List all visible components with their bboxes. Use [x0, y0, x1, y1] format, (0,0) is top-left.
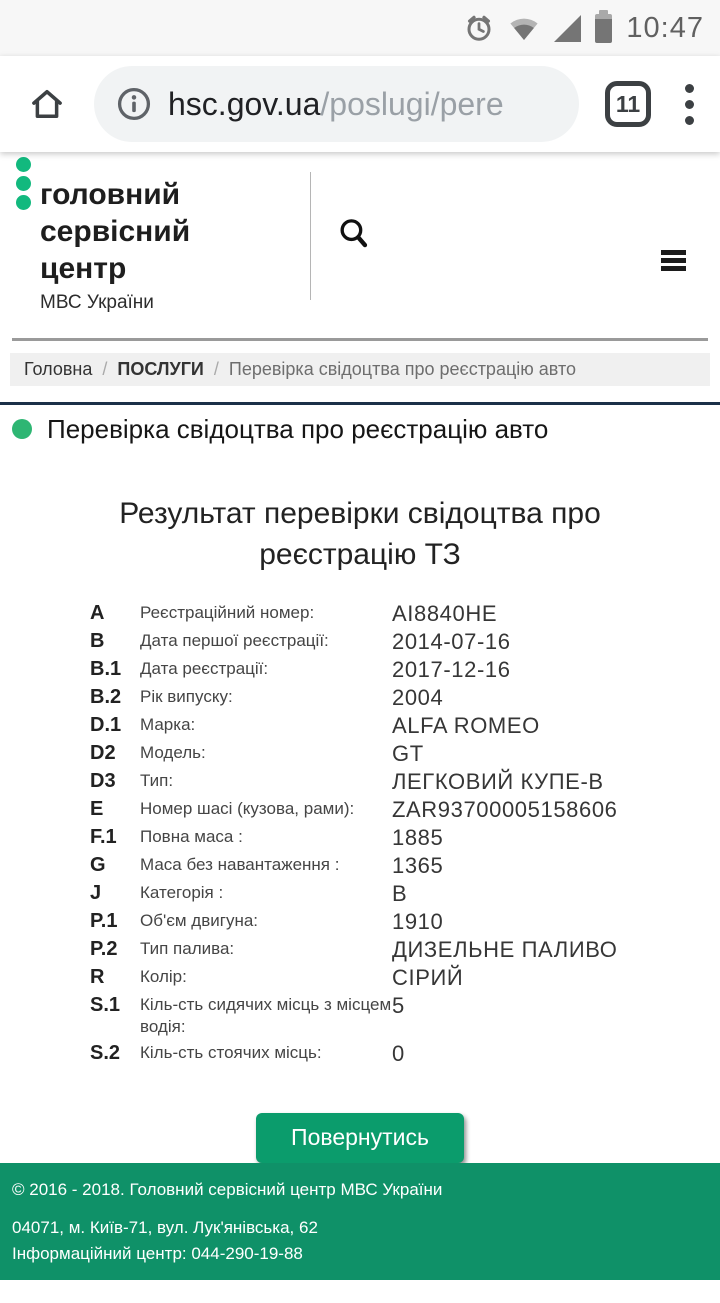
status-time: 10:47 [626, 11, 704, 44]
table-row [90, 601, 690, 626]
row-value: 1910 [392, 908, 444, 934]
logo-line: головний [40, 178, 181, 211]
result-heading: Результат перевірки свідоцтва про реєстрацію ТЗ [119, 496, 601, 571]
table-row [90, 937, 690, 962]
status-bar [0, 0, 720, 56]
table-row [90, 769, 690, 794]
row-label: Рік випуску: [140, 686, 233, 706]
page-title-bar [0, 402, 720, 451]
breadcrumb-separator: / [102, 358, 108, 379]
url-host: hsc.gov.ua [168, 85, 321, 122]
vehicle-data-table [90, 601, 690, 1069]
row-code: B.1 [90, 657, 122, 680]
row-label: Повна маса : [140, 826, 243, 846]
table-row [90, 685, 690, 710]
row-value: B [392, 880, 408, 906]
menu-button[interactable] [657, 246, 690, 275]
logo-line: сервісний [40, 215, 191, 248]
bullet-icon [12, 419, 32, 439]
header-divider [310, 172, 311, 300]
footer-link[interactable]: Медіа [500, 1280, 558, 1302]
overflow-menu-button[interactable] [679, 78, 700, 131]
page-info-icon[interactable] [116, 86, 152, 122]
breadcrumb-item[interactable]: Головна [24, 358, 93, 379]
table-row [90, 853, 690, 878]
footer-info-center: Інформаційний центр: 044-290-19-88 [12, 1244, 303, 1263]
footer-link[interactable]: Послуги [260, 1280, 342, 1302]
table-row [90, 993, 690, 1038]
table-row [90, 965, 690, 990]
table-row [90, 657, 690, 682]
row-code: J [90, 881, 102, 904]
url-bar[interactable] [94, 66, 579, 142]
logo-subtitle: МВС України [40, 292, 154, 313]
tab-switcher-button[interactable] [605, 81, 651, 127]
row-value: 1885 [392, 824, 444, 850]
row-value: ALFA ROMEO [392, 712, 540, 738]
footer-link[interactable]: Про ГСЦ [12, 1280, 97, 1302]
row-label: Тип: [140, 770, 174, 790]
site-logo[interactable] [40, 176, 190, 314]
row-value: СІРИЙ [392, 964, 464, 990]
footer-copyright: © 2016 - 2018. Головний сервісний центр МВС України [12, 1180, 443, 1199]
row-label: Колір: [140, 966, 187, 986]
footer-address: 04071, м. Київ-71, вул. Лук'янівська, 62 [12, 1218, 318, 1237]
tab-count: 11 [615, 90, 641, 117]
row-value: 1365 [392, 852, 444, 878]
header-rule [12, 338, 708, 341]
row-value: 2004 [392, 684, 444, 710]
row-value: GT [392, 740, 424, 766]
battery-icon [595, 14, 612, 43]
search-button[interactable] [336, 216, 372, 252]
row-code: B [90, 629, 105, 652]
row-label: Дата реєстрації: [140, 658, 269, 678]
table-row [90, 881, 690, 906]
row-label: Об'єм двигуна: [140, 910, 259, 930]
browser-toolbar [0, 56, 720, 152]
url-path: /poslugi/pere [320, 85, 504, 122]
wifi-icon [508, 13, 540, 43]
row-code: P.2 [90, 937, 118, 960]
row-label: Маса без навантаження : [140, 854, 340, 874]
breadcrumb-item: Перевірка свідоцтва про реєстрацію авто [228, 358, 576, 379]
home-icon [26, 83, 68, 125]
footer [0, 1163, 720, 1302]
site-header [0, 152, 720, 324]
alarm-icon [464, 13, 494, 43]
table-row [90, 713, 690, 738]
row-label: Категорія : [140, 882, 224, 902]
breadcrumb-separator: / [213, 358, 219, 379]
footer-links [12, 1280, 708, 1303]
table-row [90, 797, 690, 822]
row-code: E [90, 797, 104, 820]
row-label: Кіль-сть стоячих місць: [140, 1042, 322, 1062]
row-value: АІ8840НЕ [392, 600, 498, 626]
row-value: 2014-07-16 [392, 628, 511, 654]
row-label: Марка: [140, 714, 196, 734]
row-label: Дата першої реєстрації: [140, 630, 329, 650]
row-value: 0 [392, 1040, 405, 1066]
row-value: 5 [392, 992, 405, 1018]
row-value: ZAR93700005158606 [392, 796, 618, 822]
search-icon [336, 216, 372, 252]
logo-line: центр [40, 252, 127, 285]
table-row [90, 1041, 690, 1066]
row-code: D.1 [90, 713, 122, 736]
back-button[interactable]: Повернутись [256, 1113, 464, 1163]
breadcrumb-item[interactable]: ПОСЛУГИ [117, 358, 204, 379]
table-row [90, 825, 690, 850]
breadcrumb [10, 353, 710, 386]
row-code: R [90, 965, 105, 988]
row-code: S.1 [90, 993, 121, 1016]
row-code: B.2 [90, 685, 122, 708]
row-code: S.2 [90, 1041, 121, 1064]
table-row [90, 909, 690, 934]
signal-icon [554, 15, 581, 42]
row-code: D2 [90, 741, 116, 764]
row-label: Реєстраційний номер: [140, 602, 315, 622]
row-label: Номер шасі (кузова, рами): [140, 798, 355, 818]
row-code: G [90, 853, 106, 876]
table-row [90, 741, 690, 766]
row-code: A [90, 601, 105, 624]
row-code: F.1 [90, 825, 117, 848]
row-label: Модель: [140, 742, 206, 762]
row-value: ЛЕГКОВИЙ КУПЕ-В [392, 768, 604, 794]
logo-dots-icon [16, 157, 31, 210]
row-code: D3 [90, 769, 116, 792]
row-label: Кіль-сть сидячих місць з місцем водія: [140, 994, 392, 1036]
row-value: 2017-12-16 [392, 656, 511, 682]
row-value: ДИЗЕЛЬНЕ ПАЛИВО [392, 936, 618, 962]
row-label: Тип палива: [140, 938, 235, 958]
table-row [90, 629, 690, 654]
page-title: Перевірка свідоцтва про реєстрацію авто [47, 413, 549, 444]
home-button[interactable] [26, 83, 68, 125]
row-code: P.1 [90, 909, 118, 932]
